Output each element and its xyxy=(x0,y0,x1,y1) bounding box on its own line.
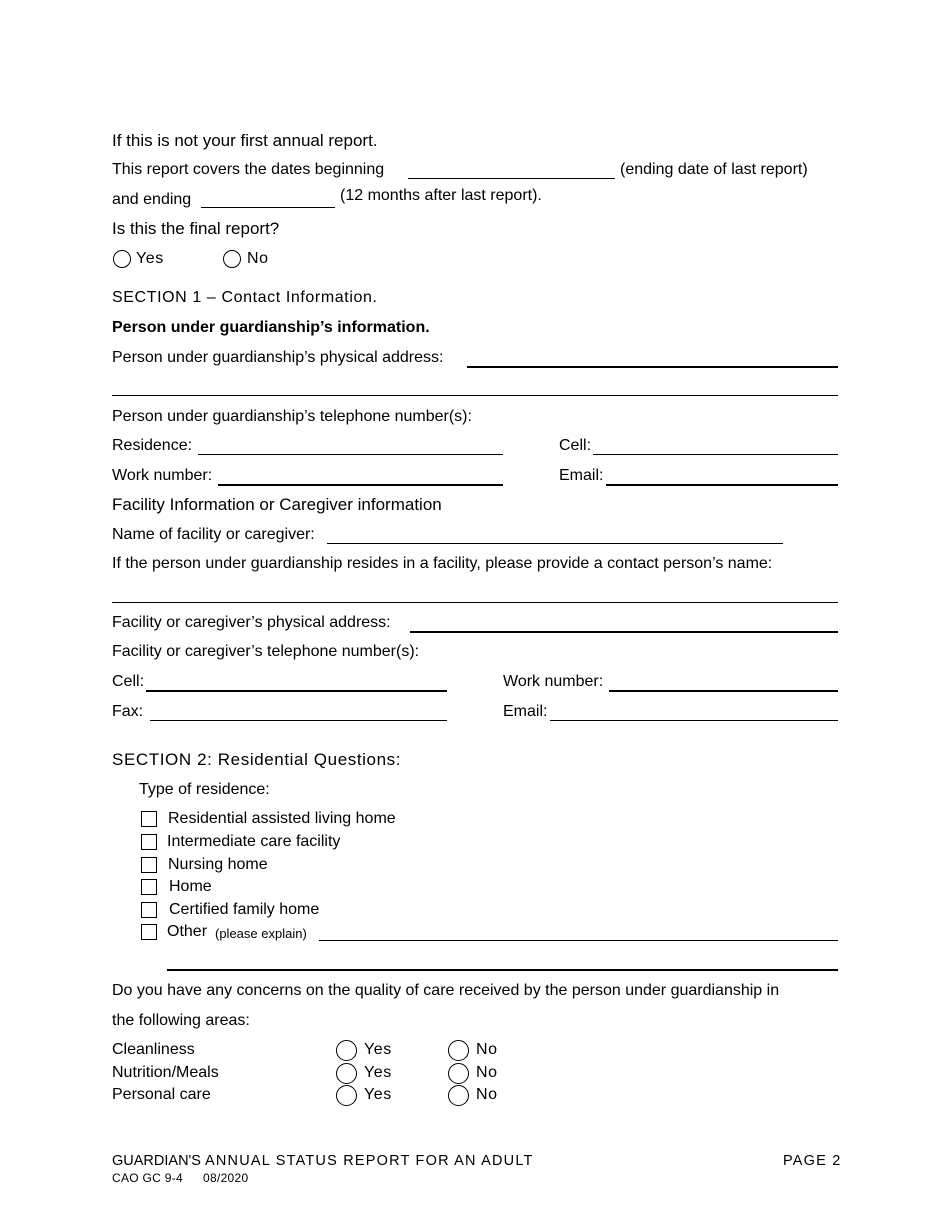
final-report-question: Is this the final report? xyxy=(112,219,280,238)
residence-option-checkbox[interactable] xyxy=(141,857,157,873)
final-yes-radio[interactable] xyxy=(113,250,131,268)
concern-yes-radio[interactable] xyxy=(336,1040,357,1061)
facility-email-label: Email: xyxy=(503,703,548,720)
contact-person-field[interactable] xyxy=(112,602,838,603)
residence-option-checkbox[interactable] xyxy=(141,924,157,940)
facility-name-label: Name of facility or caregiver: xyxy=(112,526,315,543)
contact-person-label: If the person under guardianship resides in a facility, please provide a contact person’s name: xyxy=(112,555,773,572)
beginning-date-field[interactable] xyxy=(408,178,615,179)
final-no-radio[interactable] xyxy=(223,250,241,268)
telephone-heading: Person under guardianship’s telephone number(s): xyxy=(112,408,472,425)
intro-heading: If this is not your first annual report. xyxy=(112,131,378,150)
physical-address-field[interactable] xyxy=(467,366,838,368)
person-info-heading: Person under guardianship’s information. xyxy=(112,319,430,336)
concern-no-label: No xyxy=(476,1064,498,1081)
work-number-field[interactable] xyxy=(218,484,503,486)
email-field[interactable] xyxy=(606,484,838,486)
facility-cell-label: Cell: xyxy=(112,673,145,690)
residence-type-label: Type of residence: xyxy=(139,781,270,798)
final-no-label: No xyxy=(247,250,269,267)
footer-form-code: CAO GC 9-4 xyxy=(112,1171,184,1185)
cell-label: Cell: xyxy=(559,437,592,454)
footer-page-number: PAGE 2 xyxy=(783,1153,842,1169)
facility-address-field[interactable] xyxy=(410,631,838,633)
ending-suffix: (12 months after last report). xyxy=(340,187,542,204)
physical-address-field-line2[interactable] xyxy=(112,395,838,396)
physical-address-label: Person under guardianship’s physical address: xyxy=(112,349,444,366)
concern-area-label: Cleanliness xyxy=(112,1041,195,1058)
residence-label: Residence: xyxy=(112,437,193,454)
concern-area-label: Nutrition/Meals xyxy=(112,1064,219,1081)
facility-cell-field[interactable] xyxy=(146,690,447,692)
concern-area-label: Personal care xyxy=(112,1086,211,1103)
concern-no-radio[interactable] xyxy=(448,1040,469,1061)
facility-heading: Facility Information or Caregiver information xyxy=(112,495,442,514)
residence-option-checkbox[interactable] xyxy=(141,834,157,850)
facility-name-field[interactable] xyxy=(327,543,783,544)
footer-title-guardian: GUARDIAN'S xyxy=(112,1153,201,1169)
email-label: Email: xyxy=(559,467,604,484)
concern-yes-label: Yes xyxy=(364,1064,392,1081)
residence-option-label: Residential assisted living home xyxy=(168,810,396,827)
other-note: (please explain) xyxy=(215,926,307,941)
final-yes-label: Yes xyxy=(136,250,164,267)
other-explain-field[interactable] xyxy=(319,940,838,941)
dates-suffix: (ending date of last report) xyxy=(620,161,808,178)
concern-no-label: No xyxy=(476,1086,498,1103)
concern-yes-radio[interactable] xyxy=(336,1063,357,1084)
residence-option-label: Home xyxy=(169,878,212,895)
concern-no-label: No xyxy=(476,1041,498,1058)
footer-form-title xyxy=(112,1153,534,1169)
residence-option-label: Intermediate care facility xyxy=(167,833,341,850)
residence-option-checkbox[interactable] xyxy=(141,902,157,918)
facility-phone-heading: Facility or caregiver’s telephone number(s): xyxy=(112,643,420,660)
concern-yes-radio[interactable] xyxy=(336,1085,357,1106)
residence-option-label: Other xyxy=(167,923,208,940)
facility-address-label: Facility or caregiver’s physical address: xyxy=(112,614,391,631)
residence-phone-field[interactable] xyxy=(198,454,503,455)
facility-work-label: Work number: xyxy=(503,673,604,690)
ending-prefix: and ending xyxy=(112,191,192,208)
other-explain-field-line2[interactable] xyxy=(167,969,838,971)
facility-work-field[interactable] xyxy=(609,690,838,692)
cell-phone-field[interactable] xyxy=(593,454,838,455)
fax-field[interactable] xyxy=(150,720,447,721)
residence-option-label: Certified family home xyxy=(169,901,320,918)
residence-option-label: Nursing home xyxy=(168,856,268,873)
dates-prefix: This report covers the dates beginning xyxy=(112,161,385,178)
concern-yes-label: Yes xyxy=(364,1086,392,1103)
concern-no-radio[interactable] xyxy=(448,1085,469,1106)
residence-option-checkbox[interactable] xyxy=(141,879,157,895)
work-number-label: Work number: xyxy=(112,467,213,484)
ending-date-field[interactable] xyxy=(201,207,335,208)
section1-title: SECTION 1 – Contact Information. xyxy=(112,289,378,306)
facility-email-field[interactable] xyxy=(550,720,838,721)
footer-title-rest: ANNUAL STATUS REPORT FOR AN ADULT xyxy=(205,1153,534,1169)
fax-label: Fax: xyxy=(112,703,144,720)
concern-no-radio[interactable] xyxy=(448,1063,469,1084)
concern-yes-label: Yes xyxy=(364,1041,392,1058)
concern-question-cont: the following areas: xyxy=(112,1012,250,1029)
concern-question: Do you have any concerns on the quality of care received by the person under guardianship in xyxy=(112,982,780,999)
footer-form-date: 08/2020 xyxy=(203,1171,249,1185)
section2-title: SECTION 2: Residential Questions: xyxy=(112,750,402,769)
residence-option-checkbox[interactable] xyxy=(141,811,157,827)
